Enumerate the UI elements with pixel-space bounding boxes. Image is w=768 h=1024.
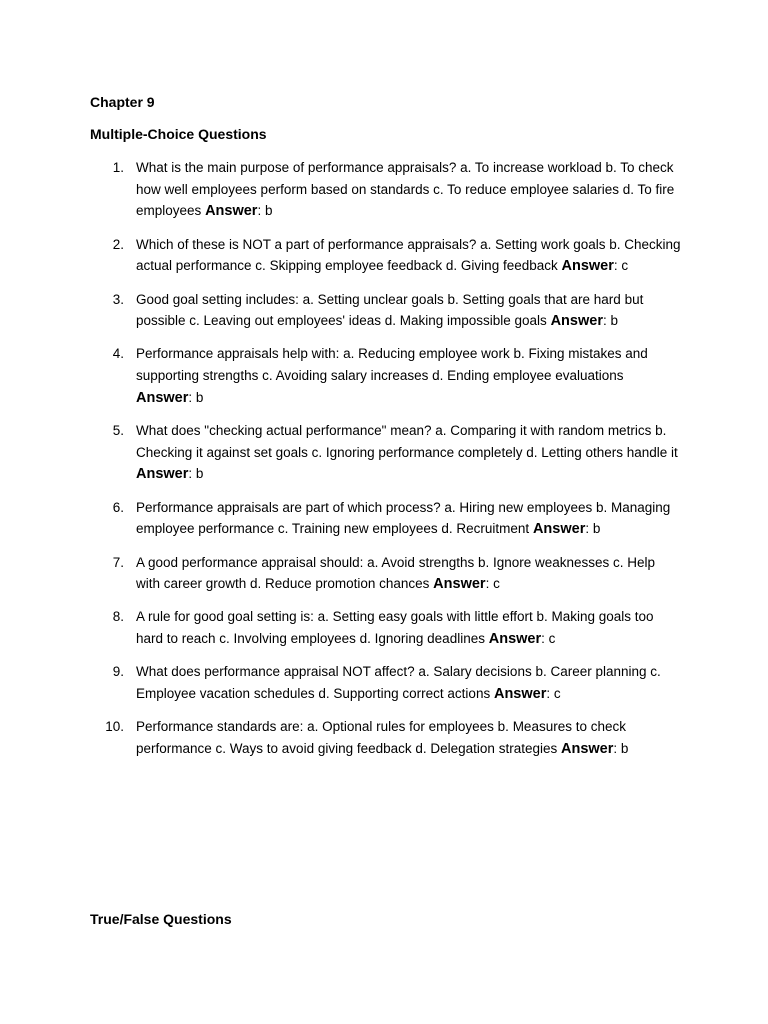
question-text: Which of these is NOT a part of performance appraisals? a. Setting work goals b. Checking actual performance c. Skipping employee feedback d. Giving feedback [136, 236, 681, 274]
question-item: 7. A good performance appraisal should: a. Avoid strengths b. Ignore weaknesses c. Help with career growth d. Reduce promotion chances Answer: c [0, 552, 681, 596]
question-text: What does "checking actual performance" mean? a. Comparing it with random metrics b. Checking it against set goals c. Ignoring performance completely d. Letting others handle it [136, 423, 678, 460]
answer-label: Answer [550, 313, 603, 330]
question-text: What is the main purpose of performance appraisals? a. To increase workload b. To check how well employees perform based on standards c. To reduce employee salaries d. To fire employees [136, 160, 675, 219]
question-number: 5. [112, 423, 124, 439]
question-number: 6. [112, 499, 124, 515]
question-number: 8. [112, 609, 124, 625]
answer-value: b [592, 521, 601, 537]
answer-value: c [493, 576, 500, 592]
answer-label: Answer [136, 466, 189, 483]
question-item: 9. What does performance appraisal NOT affect? a. Salary decisions b. Career planning c. Employee vacation schedules d. Supporting correct actions Answer: c [0, 661, 681, 705]
true-false-section-title: True/False Questions [90, 911, 232, 927]
question-item: 3. Good goal setting includes: a. Setting unclear goals b. Setting goals that are hard but possible c. Leaving out employees' ideas d. Making impossible goals Answer: b [0, 289, 681, 333]
answer-value: b [620, 740, 629, 756]
question-text: What does performance appraisal NOT affect? a. Salary decisions b. Career planning c. Employee vacation schedules d. Supporting correct actions [136, 664, 661, 702]
answer-value: b [610, 313, 618, 329]
answer-value: b [195, 466, 204, 482]
question-number: 2. [112, 236, 124, 252]
question-number: 3. [112, 291, 124, 307]
question-number: 4. [112, 346, 124, 362]
answer-label: Answer [532, 521, 586, 538]
question-text: Performance standards are: a. Optional rules for employees b. Measures to check performance c. Ways to avoid giving feedback d. Delegation strategies [136, 719, 626, 756]
answer-value: c [553, 686, 561, 702]
answer-value: c [548, 631, 556, 647]
question-item: 1. What is the main purpose of performance appraisals? a. To increase workload b. To check how well employees perform based on standards c. To reduce employee salaries d. To fire employees Answer: b [0, 157, 681, 223]
question-number: 1. [112, 160, 124, 175]
answer-value: b [195, 389, 204, 405]
question-item: 6. Performance appraisals are part of which process? a. Hiring new employees b. Managing employee performance c. Training new employees d. Recruitment Answer: b [0, 497, 681, 541]
answer-label: Answer [205, 203, 258, 220]
question-list [0, 157, 768, 771]
question-number: 10. [105, 719, 124, 735]
question-text: A good performance appraisal should: a. Avoid strengths b. Ignore weaknesses c. Help with career growth d. Reduce promotion chances [136, 554, 656, 592]
answer-label: Answer [433, 576, 486, 593]
answer-label: Answer [493, 686, 547, 703]
answer-label: Answer [561, 740, 614, 757]
mcq-section-title: Multiple-Choice Questions [90, 126, 267, 142]
answer-label: Answer [561, 258, 614, 275]
question-item: 2. Which of these is NOT a part of performance appraisals? a. Setting work goals b. Checking actual performance c. Skipping employee feedback d. Giving feedback Answer: c [0, 234, 681, 278]
question-item: 4. Performance appraisals help with: a. Reducing employee work b. Fixing mistakes and supporting strengths c. Avoiding salary increases d. Ending employee evaluations Answer: b [0, 343, 681, 409]
question-number: 9. [112, 664, 124, 680]
question-item: 5. What does "checking actual performance" mean? a. Comparing it with random metrics b. Checking it against set goals c. Ignoring performance completely d. Letting others handle it Answer: b [0, 420, 681, 486]
answer-value: c [621, 258, 629, 274]
question-number: 7. [112, 554, 124, 570]
answer-label: Answer [136, 389, 189, 406]
question-item: 8. A rule for good goal setting is: a. Setting easy goals with little effort b. Making goals too hard to reach c. Involving employees d. Ignoring deadlines Answer: c [0, 606, 681, 650]
question-text: Performance appraisals help with: a. Reducing employee work b. Fixing mistakes and supporting strengths c. Avoiding salary increases d. Ending employee evaluations [136, 346, 648, 384]
chapter-title: Chapter 9 [90, 94, 155, 110]
question-text: Good goal setting includes: a. Setting unclear goals b. Setting goals that are hard but possible c. Leaving out employees' ideas d. Making impossible goals [136, 291, 644, 329]
question-text: Performance appraisals are part of which process? a. Hiring new employees b. Managing employee performance c. Training new employees d. Recruitment [136, 499, 671, 537]
question-text: A rule for good goal setting is: a. Setting easy goals with little effort b. Making goals too hard to reach c. Involving employees d. Ignoring deadlines [136, 609, 654, 647]
question-item: 10. Performance standards are: a. Optional rules for employees b. Measures to check performance c. Ways to avoid giving feedback d. Delegation strategies Answer: b [0, 716, 681, 760]
answer-label: Answer [488, 631, 542, 648]
answer-value: b [264, 203, 273, 219]
